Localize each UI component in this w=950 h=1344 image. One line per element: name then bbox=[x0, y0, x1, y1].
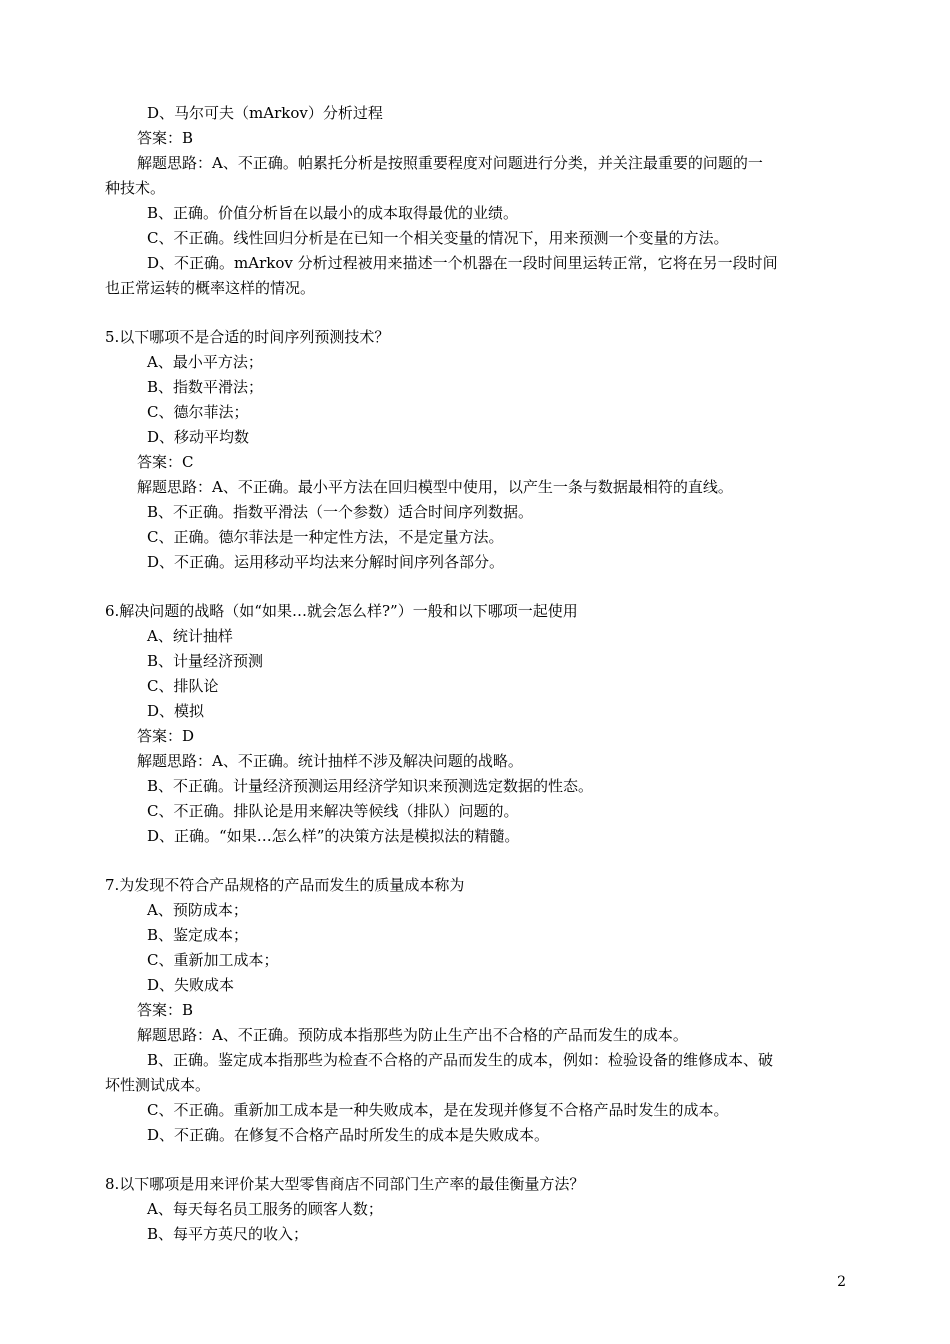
text-line: 答案：C bbox=[137, 453, 194, 471]
text-line: D、移动平均数 bbox=[147, 428, 250, 446]
text-line: B、指数平滑法； bbox=[147, 378, 264, 396]
text-line: 也正常运转的概率这样的情况。 bbox=[105, 279, 316, 297]
text-line: 5.以下哪项不是合适的时间序列预测技术？ bbox=[105, 328, 390, 346]
text-line: 答案：B bbox=[137, 1001, 194, 1019]
text-line: C、正确。德尔菲法是一种定性方法，不是定量方法。 bbox=[147, 528, 504, 546]
text-line: 答案：D bbox=[137, 727, 195, 745]
text-line: D、不正确。运用移动平均法来分解时间序列各部分。 bbox=[147, 553, 505, 571]
text-line: D、正确。“如果…怎么样”的决策方法是模拟法的精髓。 bbox=[147, 827, 520, 845]
text-line: C、德尔菲法； bbox=[147, 403, 249, 421]
page-number: 2 bbox=[837, 1274, 846, 1290]
text-line: A、最小平方法； bbox=[147, 353, 263, 371]
text-line: D、模拟 bbox=[147, 702, 205, 720]
text-line: B、计量经济预测 bbox=[147, 652, 264, 670]
text-line: 答案：B bbox=[137, 129, 194, 147]
text-line: B、正确。鉴定成本指那些为检查不合格的产品而发生的成本，例如：检验设备的维修成本、破 bbox=[147, 1051, 774, 1069]
text-line: D、不正确。在修复不合格产品时所发生的成本是失败成本。 bbox=[147, 1126, 550, 1144]
text-line: 种技术。 bbox=[105, 179, 166, 197]
text-line: 8.以下哪项是用来评价某大型零售商店不同部门生产率的最佳衡量方法？ bbox=[105, 1175, 585, 1193]
text-line: D、失败成本 bbox=[147, 976, 235, 994]
text-line: 解题思路：A、不正确。最小平方法在回归模型中使用，以产生一条与数据最相符的直线。 bbox=[137, 478, 733, 496]
text-line: D、马尔可夫（mArkov）分析过程 bbox=[147, 104, 383, 122]
text-line: C、不正确。排队论是用来解决等候线（排队）问题的。 bbox=[147, 802, 519, 820]
text-line: 坏性测试成本。 bbox=[105, 1076, 211, 1094]
text-line: B、不正确。指数平滑法（一个参数）适合时间序列数据。 bbox=[147, 503, 534, 521]
text-line: 解题思路：A、不正确。帕累托分析是按照重要程度对问题进行分类，并关注最重要的问题的一 bbox=[137, 154, 763, 172]
text-line: B、正确。价值分析旨在以最小的成本取得最优的业绩。 bbox=[147, 204, 519, 222]
text-line: D、不正确。mArkov 分析过程被用来描述一个机器在一段时间里运转正常，它将在另一段时间 bbox=[147, 254, 778, 272]
text-line: C、不正确。重新加工成本是一种失败成本，是在发现并修复不合格产品时发生的成本。 bbox=[147, 1101, 729, 1119]
text-line: C、不正确。线性回归分析是在已知一个相关变量的情况下，用来预测一个变量的方法。 bbox=[147, 229, 729, 247]
text-line: 7.为发现不符合产品规格的产品而发生的质量成本称为 bbox=[105, 876, 465, 894]
text-line: A、每天每名员工服务的顾客人数； bbox=[147, 1200, 383, 1218]
text-line: 解题思路：A、不正确。预防成本指那些为防止生产出不合格的产品而发生的成本。 bbox=[137, 1026, 688, 1044]
text-line: B、每平方英尺的收入； bbox=[147, 1225, 309, 1243]
text-line: C、排队论 bbox=[147, 677, 219, 695]
text-line: A、预防成本； bbox=[147, 901, 248, 919]
text-line: B、鉴定成本； bbox=[147, 926, 249, 944]
text-line: 6.解决问题的战略（如“如果…就会怎么样?”）一般和以下哪项一起使用 bbox=[105, 602, 578, 620]
text-line: 解题思路：A、不正确。统计抽样不涉及解决问题的战略。 bbox=[137, 752, 523, 770]
text-line: A、统计抽样 bbox=[147, 627, 233, 645]
text-line: C、重新加工成本； bbox=[147, 951, 279, 969]
text-line: B、不正确。计量经济预测运用经济学知识来预测选定数据的性态。 bbox=[147, 777, 594, 795]
